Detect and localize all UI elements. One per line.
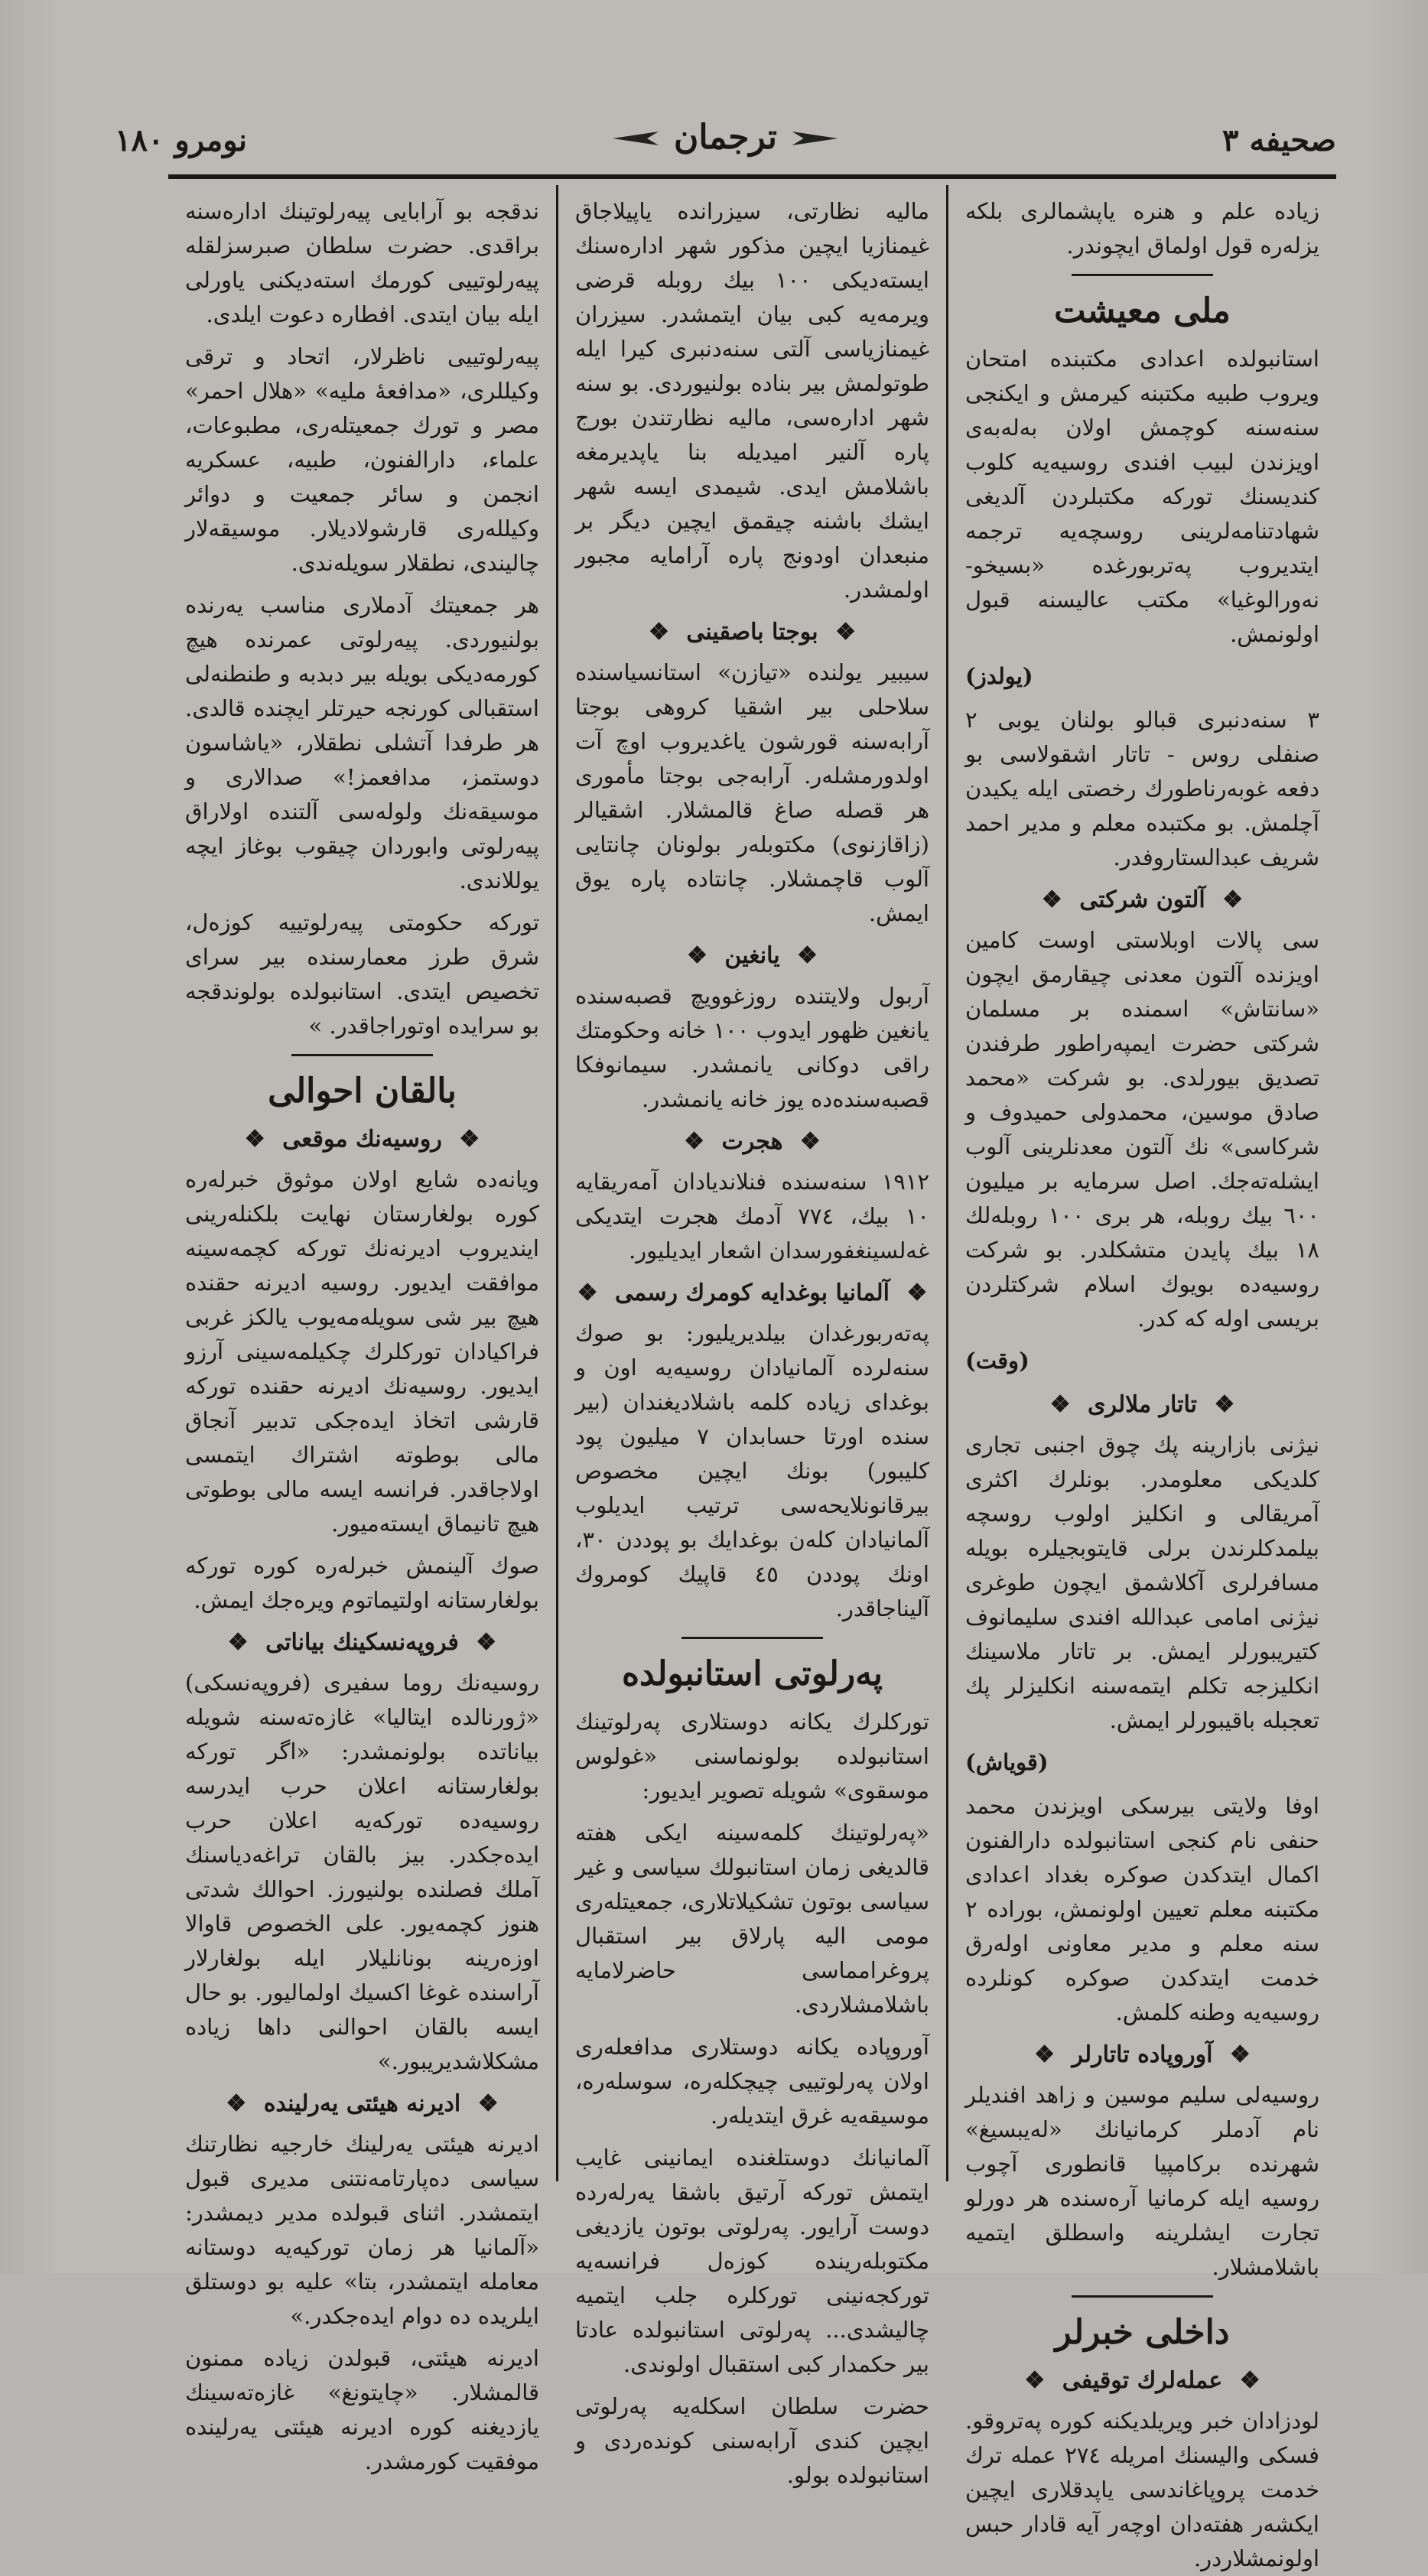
- article-paragraph: حضرت سلطان اسکلەیه پەرلوتی ایچین کندی آرابەسنی کوندەردی و استانبولده بولو.: [575, 2393, 929, 2488]
- article-title: ❖ یانغین ❖: [575, 938, 929, 973]
- article-text: مالیه نظارتی، سیزرانده یاپیلاجاق غیمنازیا ایچین مذکور شهر ادارەسنك ایستەدیکی ١٠٠ بیك روبله قرضی ویرمەیه کبی بیان ایتمشدر. سیزران غیمنازیاسی آلتی سنەدنبری کیرا ایله طوتولمش بیر بناده بولنیوردی. بو سنه شهر ادارەسی، مالیه نظارتندن بورج پاره آلنیر امیدیله بنا یاپدیرمغه باشلامش ایدی. شیمدی ایسه شهر ایشك باشنه چیقمق ایچین دیگر بر منبعدان اودونج پاره آرامایه مجبور اولمشدر.: [575, 198, 929, 603]
- column-left: [168, 185, 558, 2474]
- column-right: [948, 185, 1336, 2571]
- article-text: سی پالات اوبلاستی اوست کامین اویزنده آلتون معدنی چیقارمق ایچون «سانتاش» اسمنده بر مسلمان شرکتی حضرت ایمپەراطور طرفندن تصدیق بیورلدی. بو شرکت «محمد صادق موسین، محمدولی حمیدوف و شرکاسی» نك آلتون معدنلرینی آلوب ایشلەتەجك. اصل سرمایه بر میلیون ٦٠٠ بیك روبله، هر بری ١٠٠ روبلەلك ١٨ بیك پایدن متشکلدر. بو شرکت روسیەده بویوك اسلام شرکتلردن بریسی اوله که کدر.: [965, 927, 1319, 1332]
- article-source: (وقت): [965, 1348, 1030, 1374]
- article-text: استانبولده اعدادی مکتبنده امتحان ویروب طبیه مکتبنه کیرمش و ایکنجی سنەسنه کوچمش اولان بەلەبەی اویزندن لبیب افندی روسیەیه کلوب کندیسنك تورکه مکتبلردن آلدیغی شهادتنامەلرینی روسچەیه ترجمه ایتدیروب پەتربورغده «بسیخو-نەورالوغیا» مکتب عالیسنه قبول اولونمش.: [965, 346, 1319, 647]
- article-text: روسیەنك روما سفیری (فروپەنسکی) «ژورنالده ایتالیا» غازەتەسنه شویله بیاناتده بولونمشدر: «اگر تورکه بولغارستانه اعلان حرب ایدرسه روسیەده تورکەیه اعلان حرب ایدەجکدر. بیز بالقان تراغەدیاسنك آملك فصلنده بولنیورز. احوالك شدتی هنوز کچمەیور. علی الخصوص قاوالا اوزەرینه بونانلیلار ایله بولغارلار آراسنده غوغا اکسیك اولمالیور. بو حال ایسه بالقان احوالنی داها زیاده مشکلاشدیریبور.»: [185, 1670, 539, 2074]
- col-left-items: [185, 1122, 539, 2479]
- col-left-intro: [185, 194, 539, 1043]
- section-title: داخلی خبرلر: [1055, 2313, 1230, 2352]
- article-title: ❖ عملەلرك توقیفی ❖: [965, 2363, 1319, 2398]
- col-right-intro: زیاده علم و هنره یاپشمالری بلکه یزلەره قول اولماق ایچوندر.: [965, 198, 1319, 259]
- column-middle: [558, 185, 948, 2488]
- article-paragraph: تورکلرك یکانه دوستلاری پەرلوتینك استانبولده بولونماسنی «غولوس موسقوی» شویله تصویر ایدیور:: [575, 1709, 929, 1804]
- article-paragraph: ندقجه بو آرابایی پیەرلوتینك ادارەسنه براقدی. حضرت سلطان صبرسزلقله پیەرلوتییی کورمك استەدیکنی یاورلی ایله بیان ایتدی. افطاره دعوت ایلدی.: [185, 198, 539, 327]
- divider: [291, 1054, 433, 1056]
- article-paragraph: آلمانیانك دوستلغنده ایمانینی غایب ایتمش تورکه آرتیق باشقا یەرلەرده دوست آرایور. پەرلوتی بوتون یازدیغی مکتوبلەرینده کوزەل فرانسەیه تورکجەنینی تورکلرە جلب ایتمیه چالیشدی... پەرلوتی استانبولده عادتا بیر حکمدار کبی استقبال اولوندی.: [575, 2145, 929, 2377]
- columns: [168, 185, 1336, 2571]
- divider: [1072, 274, 1213, 276]
- article-title: ❖ ادیرنه هیئتی یەرلینده ❖: [185, 2086, 539, 2121]
- article-title: ❖ روسیەنك موقعی ❖: [185, 1122, 539, 1156]
- article-text: روسیەلی سلیم موسین و زاهد افندیلر نام آدملر کرمانیانك «لەیبسیغ» شهرنده برکامپیا قانطوری آچوب روسیه ایله کرمانیا آرەسنده هر دورلو تجارت ایشلرینه واسطلق ایتمیه باشلامشلار.: [965, 2082, 1319, 2280]
- article-title: ❖ آلمانیا بوغدایه کومرك رسمی ❖: [575, 1276, 929, 1310]
- article-title: ❖ بوجتا باصقینی ❖: [575, 615, 929, 649]
- col-middle-items: [575, 194, 929, 1626]
- article-source: (یولدز): [965, 663, 1033, 689]
- page-header: [115, 115, 1336, 176]
- article-title: ❖ تاتار ملالری ❖: [965, 1387, 1319, 1422]
- article-text: ادیرنه هیئتی یەرلینك خارجیه نظارتنك سیاسی دەپارتامەنتنی مدیری قبول ایتمشدر. اثنای قبولده مدیر دیمشدر: «آلمانیا هر زمان تورکیەیه دوستانه معامله ایتمشدر، بتا» علیه بو دوستلق ایلریده ده دوام ایدەجکدر.»: [185, 2131, 539, 2329]
- page-number: صحيفه ٣: [1222, 122, 1336, 158]
- divider: [681, 1637, 823, 1639]
- article-title: ❖ فروپەنسکینك بیاناتی ❖: [185, 1625, 539, 1660]
- divider: [1072, 2295, 1213, 2298]
- article-text: ویانەده شایع اولان موثوق خبرلەره کوره بولغارستان نهایت بلکنلەرینی ایندیروب ادیرنەنك تورکه کچمەسینه موافقت ایدیور. روسیه ادیرنه حقنده هیچ بیر شی سویلەمەیوب یالکز غربی فراکیادان تورکلرك چکیلمەسینی آرزو ایدیور. روسیەنك ادیرنه حقنده تورکه قارشی اتخاذ ایدەجکی تدبیر آنجاق مالی بوطوته اشتراك ایتمسی اولاجاقدر. فرانسه ایسه مالی بوطوتی هیچ تانیماق ایستەمیور.: [185, 1166, 539, 1537]
- article-text: پەتەربورغدان بیلدیریلیور: بو صوك سنەلرده آلمانیادان روسیەیه اون و بوغدای زیاده کلمه باشلادیغندان (بیر سنده اورتا حسابدان ٧ میلیون پود کلیبور) بونك ایچین مخصوص بیرقانونلایحەسی ترتیب ایدیلوب آلمانیادان کلەن بوغدایك بو پوددن ٣٠، اونك پوددن ٤٥ قاپیك کومروك آلیناجاقدر.: [575, 1320, 930, 1621]
- article-paragraph: هر جمعیتك آدملاری مناسب یەرنده بولنیوردی. پیەرلوتی عمرنده هیچ کورمەدیکی بویله بیر دبدبه و طنطنەلی استقبالی کورنجه حیرتلر ایچنده قالدی. هر طرفدا آتشلی نطقلار، «یاشاسون دوستمز، مدافعمز!» صدالاری و موسیقەنك ولولەسی آلتنده اولاراق پیەرلوتی وابوردان چیقوب بوغاز ایچه یوللاندی.: [185, 592, 539, 893]
- col-right-items: [965, 342, 1319, 2285]
- article-text: سیبیر یولنده «تیازن» استانسیاسنده سلاحلی بیر اشقیا کروهی بوجتا آرابەسنه قورشون یاغدیروب اوچ آت اولدورمشلەر. آرابەجی بوجتا مأموری هر قصله صاغ قالمشلار. اشقیالر (زاقازنوی) مکتوبلەر بولونان چانتایی آلوب قاچمشلار. چانتاده پاره یوق ایمش.: [575, 659, 929, 926]
- section-title: پەرلوتی استانبولده: [621, 1654, 883, 1693]
- article-title: ❖ آوروپاده تاتارلر ❖: [965, 2038, 1319, 2072]
- newspaper-title: ترجمان: [613, 115, 838, 160]
- article-paragraph: تورکه حکومتی پیەرلوتییه کوزەل، شرق طرز معمارسنده بیر سرای تخصیص ایتدی. استانبولده بولوندقجه بو سرایده اوتوراجاقدر. »: [185, 909, 539, 1039]
- article-title: ❖ هجرت ❖: [575, 1124, 929, 1159]
- header-rule: [168, 174, 1336, 179]
- article-text: صوك آلینمش خبرلەره کوره تورکه بولغارستانه اولتیماتوم ویرەجك ایمش.: [185, 1553, 539, 1613]
- article-paragraph: «پەرلوتینك کلمەسینه ایکی هفته قالدیغی زمان استانبولك سیاسی و غیر سیاسی بوتون تشکیلاتلاری، جمعیتلەری مومی الیه پارلاق بیر استقبال پروغرامماسی حاضرلامایه باشلامشلاردی.: [575, 1820, 929, 2018]
- article-title: ❖ آلتون شرکتی ❖: [965, 883, 1319, 917]
- article-source: (قویاش): [965, 1749, 1049, 1775]
- article-text: ادیرنه هیئتی، قبولدن زیاده ممنون قالمشلار. «چایتونغ» غازەتەسینك یازدیغنه کوره ادیرنه هیئتی یەرلینده موفقیت کورمشدر.: [185, 2345, 539, 2474]
- col-middle-article: [575, 1705, 929, 2493]
- article-text: لودزادان خبر ویریلدیکنه کوره پەتروقو. فسکی والیسنك امریله ٢٧٤ عمله ترك خدمت پروپاغاندسی یاپدقلاری ایچین ایکشەر هفتەدان اوچەر آیه قادار حبس اولونمشلاردر.: [965, 2408, 1319, 2571]
- section-title: بالقان احوالی: [268, 1072, 457, 1111]
- section-title: ملی معیشت: [1054, 291, 1231, 330]
- article-text: ٣ سنەدنبری قبالو بولنان یوبی ٢ صنفلی روس - تاتار اشقولاسی بو دفعه غوبەرناطورك رخصتی ایله یکیدن آچلمش. بو مکتبده معلم و مدیر احمد شریف عبدالستاروفدر.: [965, 707, 1319, 870]
- article-text: ١٩١٢ سنەسنده فنلاندیادان آمەریقایه ١٠ بیك، ٧٧٤ آدمك هجرت ایتدیکی غەلسینغفورسدان اشعار ایدیلیور.: [575, 1169, 929, 1264]
- article-text: آربول ولایتنده روزغوویچ قصبەسنده یانغین ظهور ایدوب ١٠٠ خانه وحکومتك راقی دوکانی یانمشدر. سیمانوفکا قصبەسندەده یوز خانه یانمشدر.: [575, 983, 929, 1112]
- article-paragraph: آوروپاده یکانه دوستلاری مدافعلەری اولان پەرلوتییی چیچکلەره، سوسلەره، موسیقەیه غرق ایتدیلەر.: [575, 2034, 929, 2129]
- issue-number: نومرو ١٨٠: [115, 122, 247, 158]
- article-text: اوفا ولایتی بیرسکی اویزندن محمد حنفی نام کنجی استانبولده دارالفنون اکمال ایتدکدن صوکره بغداد اعدادی مکتبنه معلم تعیین اولونمش، بوراده ٢ سنه معلم و مدیر معاونی اولەرق خدمت ایتدکدن صوکره کونلرده روسیەیه وطنه کلمش.: [965, 1793, 1319, 2025]
- article-text: نیژنی بازارینه پك چوق اجنبی تجاری کلدیکی معلومدر. بونلرك اکثری آمریقالی و انکلیز اولوب روسچه بیلمدکلرندن برلی قایتوبجیلره بویله مسافرلری آکلاشمق ایچون طوغری نیژنی امامی عبدالله افندی سلیمانوف کتیریبورلر ایمش. بر تاتار ملاسینك انکلیزجه تکلم ایتمەسنه انکلیزلر پك تعجبله باقیبورلر ایمش.: [965, 1432, 1319, 1733]
- article-paragraph: پیەرلوتییی ناظرلار، اتحاد و ترقی وکیللری، «مدافعۀ ملیه» «هلال احمر» مصر و تورك جمعیتلەری، مطبوعات، علماء، دارالفنون، طبیه، عسکریه انجمن و سائر جمعیت و دوائر وکیللەری قارشولادیلار. موسیقەلار چالیندی، نطقلار سویلەندی.: [185, 343, 539, 576]
